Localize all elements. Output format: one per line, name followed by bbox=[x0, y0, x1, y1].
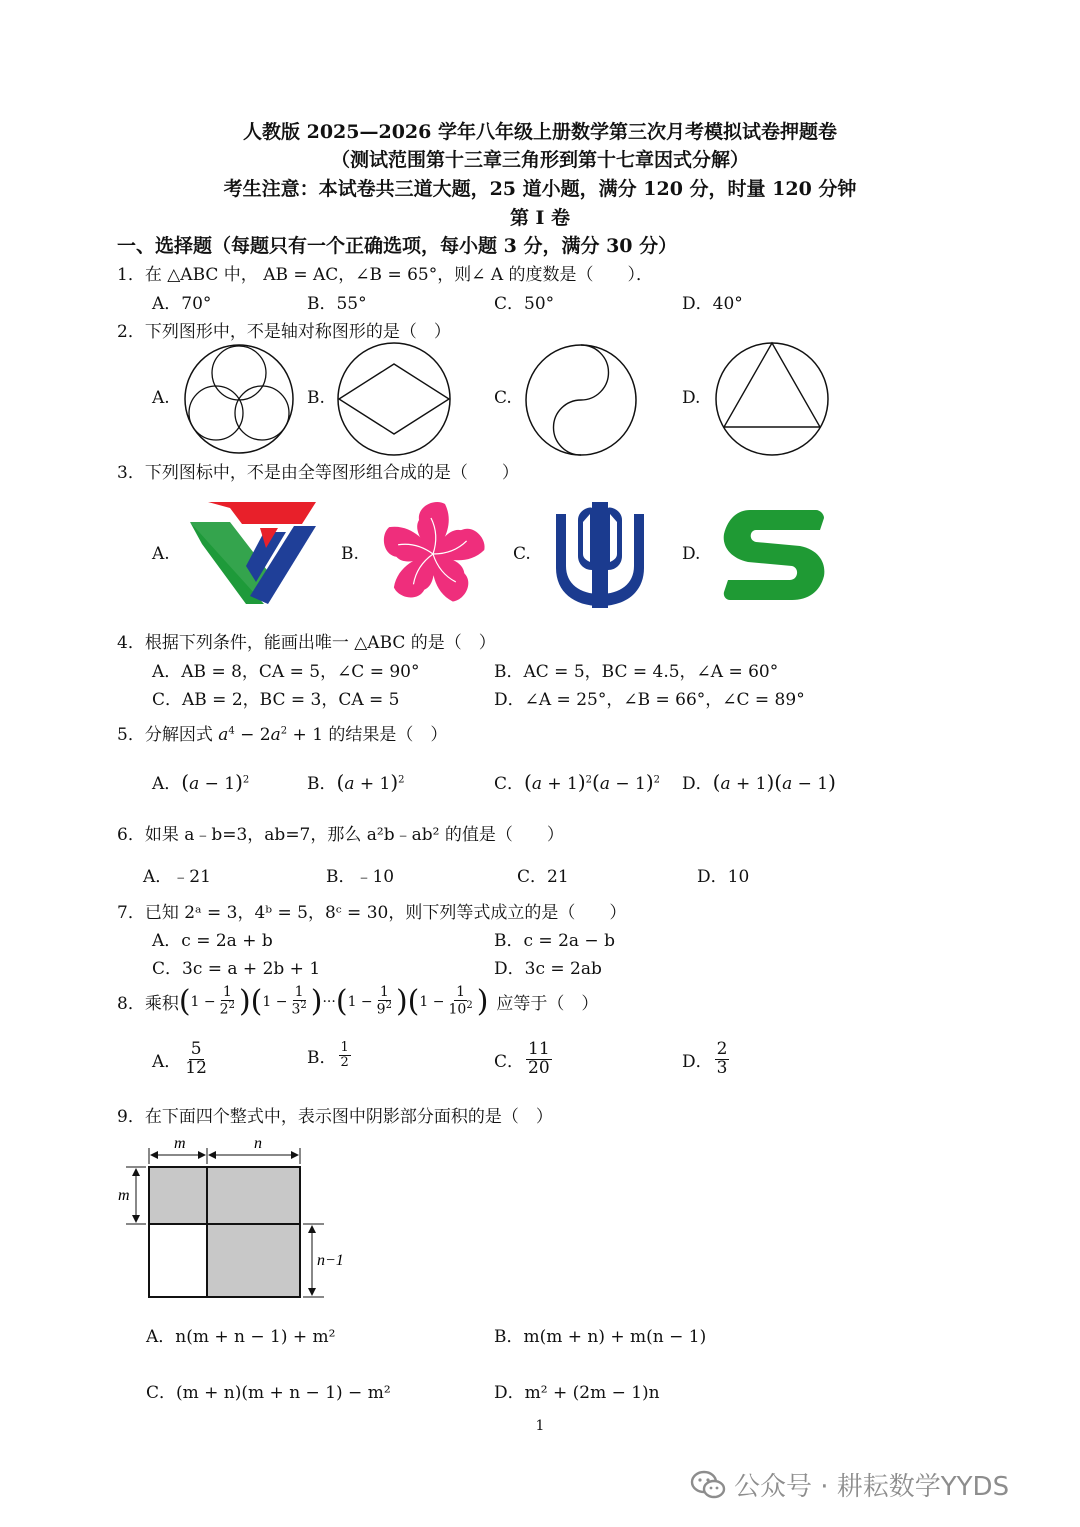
q3-label-d[interactable]: D. bbox=[682, 544, 701, 564]
q9-label-left-m: m bbox=[118, 1187, 130, 1204]
q1-option-a[interactable]: A．70° bbox=[152, 294, 212, 314]
q9-option-d[interactable]: D．m² + (2m − 1)n bbox=[494, 1383, 660, 1403]
q3-label-a[interactable]: A. bbox=[152, 544, 170, 564]
q9-label-right-n1: n−1 bbox=[317, 1252, 344, 1269]
q9-area-diagram bbox=[112, 1130, 362, 1305]
q2-label-c[interactable]: C. bbox=[494, 388, 512, 408]
q3-logo-b-icon[interactable] bbox=[376, 498, 490, 610]
exam-title: 人教版 2025—2026 学年八年级上册数学第三次月考模拟试卷押题卷 bbox=[243, 121, 837, 143]
q4-option-c[interactable]: C．AB = 2，BC = 3，CA = 5 bbox=[152, 690, 400, 710]
q6-option-b[interactable]: B．﹣10 bbox=[326, 867, 395, 887]
q5-option-d[interactable]: D．(a + 1)(a − 1) bbox=[682, 770, 836, 794]
q2-label-b[interactable]: B. bbox=[307, 388, 325, 408]
q5-option-a[interactable]: A．$(a - 1)^2$ bbox=[152, 770, 250, 794]
question-1-stem: 1．在 △ABC 中， AB = AC，∠B = 65°，则∠ A 的度数是（ ）． bbox=[117, 265, 654, 285]
q6-option-c[interactable]: C．21 bbox=[517, 867, 569, 887]
exam-notice: 考生注意：本试卷共三道大题，25 道小题，满分 120 分，时量 120 分钟 bbox=[223, 178, 857, 200]
watermark bbox=[690, 1466, 1009, 1503]
question-2-stem: 2．下列图形中，不是轴对称图形的是（ ） bbox=[117, 322, 451, 342]
q1-option-c[interactable]: C．50° bbox=[494, 294, 555, 314]
q6-option-a[interactable]: A．﹣21 bbox=[143, 867, 211, 887]
q8-option-b[interactable]: B． $\frac{1}{2}$ bbox=[307, 1040, 349, 1070]
q2-label-d[interactable]: D. bbox=[682, 388, 701, 408]
q3-label-c[interactable]: C. bbox=[513, 544, 531, 564]
question-3-stem: 3．下列图标中，不是由全等图形组合成的是（ ） bbox=[117, 463, 519, 483]
q5-option-c[interactable]: C．$(a + 1)^2(a - 1)^2$ bbox=[494, 770, 661, 794]
q9-option-b[interactable]: B．m(m + n) + m(n − 1) bbox=[494, 1327, 707, 1347]
q1-option-d[interactable]: D．40° bbox=[682, 294, 743, 314]
q5-expression: $a^4 - 2a^2 + 1$ bbox=[218, 725, 324, 745]
q2-label-a[interactable]: A. bbox=[152, 388, 170, 408]
exam-scope: （测试范围第十三章三角形到第十七章因式分解） bbox=[330, 149, 749, 171]
q4-option-a[interactable]: A．AB = 8，CA = 5，∠C = 90° bbox=[152, 662, 420, 682]
q4-option-b[interactable]: B．AC = 5，BC = 4.5，∠A = 60° bbox=[494, 662, 779, 682]
q2-figure-a-icon[interactable] bbox=[183, 343, 295, 455]
q7-option-d[interactable]: D．3c = 2ab bbox=[494, 959, 602, 979]
q9-label-top-n: n bbox=[254, 1135, 262, 1152]
q2-figure-c-icon[interactable] bbox=[524, 343, 638, 457]
q3-logo-c-icon[interactable] bbox=[550, 500, 650, 610]
q5-option-b[interactable]: B．$(a + 1)^2$ bbox=[307, 770, 405, 794]
q8-expression: ( 1 − $\frac{1}{2^2}$ ) ( 1 − $\frac{1}{3^2}$ ) ··· ( 1 − $\frac{1}{9^2}$ ) ( 1 − $\frac{1}{10^2}$ ) bbox=[178, 984, 489, 1019]
q3-label-b[interactable]: B. bbox=[341, 544, 359, 564]
q3-logo-a-icon[interactable] bbox=[190, 500, 318, 604]
section-heading: 一、选择题（每题只有一个正确选项，每小题 3 分，满分 30 分） bbox=[117, 235, 678, 257]
question-4-stem: 4．根据下列条件，能画出唯一 △ABC 的是（ ） bbox=[117, 633, 496, 653]
q7-option-a[interactable]: A．c = 2a + b bbox=[152, 931, 273, 951]
q4-option-d[interactable]: D．∠A = 25°，∠B = 66°，∠C = 89° bbox=[494, 690, 805, 710]
question-9-stem: 9．在下面四个整式中，表示图中阴影部分面积的是（ ） bbox=[117, 1107, 553, 1127]
wechat-icon bbox=[690, 1470, 726, 1500]
watermark-text: 公众号 · 耕耘数学YYDS bbox=[734, 1472, 1010, 1502]
question-7-stem: 7．已知 2ᵃ = 3，4ᵇ = 5，8ᶜ = 30，则下列等式成立的是（ ） bbox=[117, 903, 627, 923]
volume-title: 第 I 卷 bbox=[509, 207, 571, 229]
q2-figure-b-icon[interactable] bbox=[336, 341, 452, 457]
page-number: 1 bbox=[535, 1418, 545, 1434]
question-8-stem: 8．乘积 ( 1 − $\frac{1}{2^2}$ ) ( 1 − $\frac{1}{3^2}$ ) ··· ( 1 − $\frac{1}{9^2}$ ) ( 1 − $\frac{1}{10^2}$ ) 应等于（ ） bbox=[117, 984, 599, 1019]
q8-option-c[interactable]: C． $\frac{11}{20}$ bbox=[494, 1039, 550, 1078]
q9-label-top-m: m bbox=[174, 1135, 186, 1152]
q9-option-c[interactable]: C．(m + n)(m + n − 1) − m² bbox=[146, 1383, 391, 1403]
q8-option-a[interactable]: A． $\frac{5}{12}$ bbox=[152, 1039, 207, 1078]
question-5-stem: 5．分解因式 $a^4 - 2a^2 + 1$ 的结果是（ ） bbox=[117, 725, 448, 745]
question-6-stem: 6．如果 a﹣b=3，ab=7，那么 a²b﹣ab² 的值是（ ） bbox=[117, 825, 564, 845]
q6-option-d[interactable]: D．10 bbox=[697, 867, 750, 887]
q8-option-d[interactable]: D． $\frac{2}{3}$ bbox=[682, 1039, 728, 1078]
q9-option-a[interactable]: A．n(m + n − 1) + m² bbox=[146, 1327, 336, 1347]
q7-option-b[interactable]: B．c = 2a − b bbox=[494, 931, 615, 951]
q7-option-c[interactable]: C．3c = a + 2b + 1 bbox=[152, 959, 321, 979]
q2-figure-d-icon[interactable] bbox=[714, 341, 830, 457]
q1-option-b[interactable]: B．55° bbox=[307, 294, 367, 314]
q3-logo-d-icon[interactable] bbox=[720, 506, 828, 602]
